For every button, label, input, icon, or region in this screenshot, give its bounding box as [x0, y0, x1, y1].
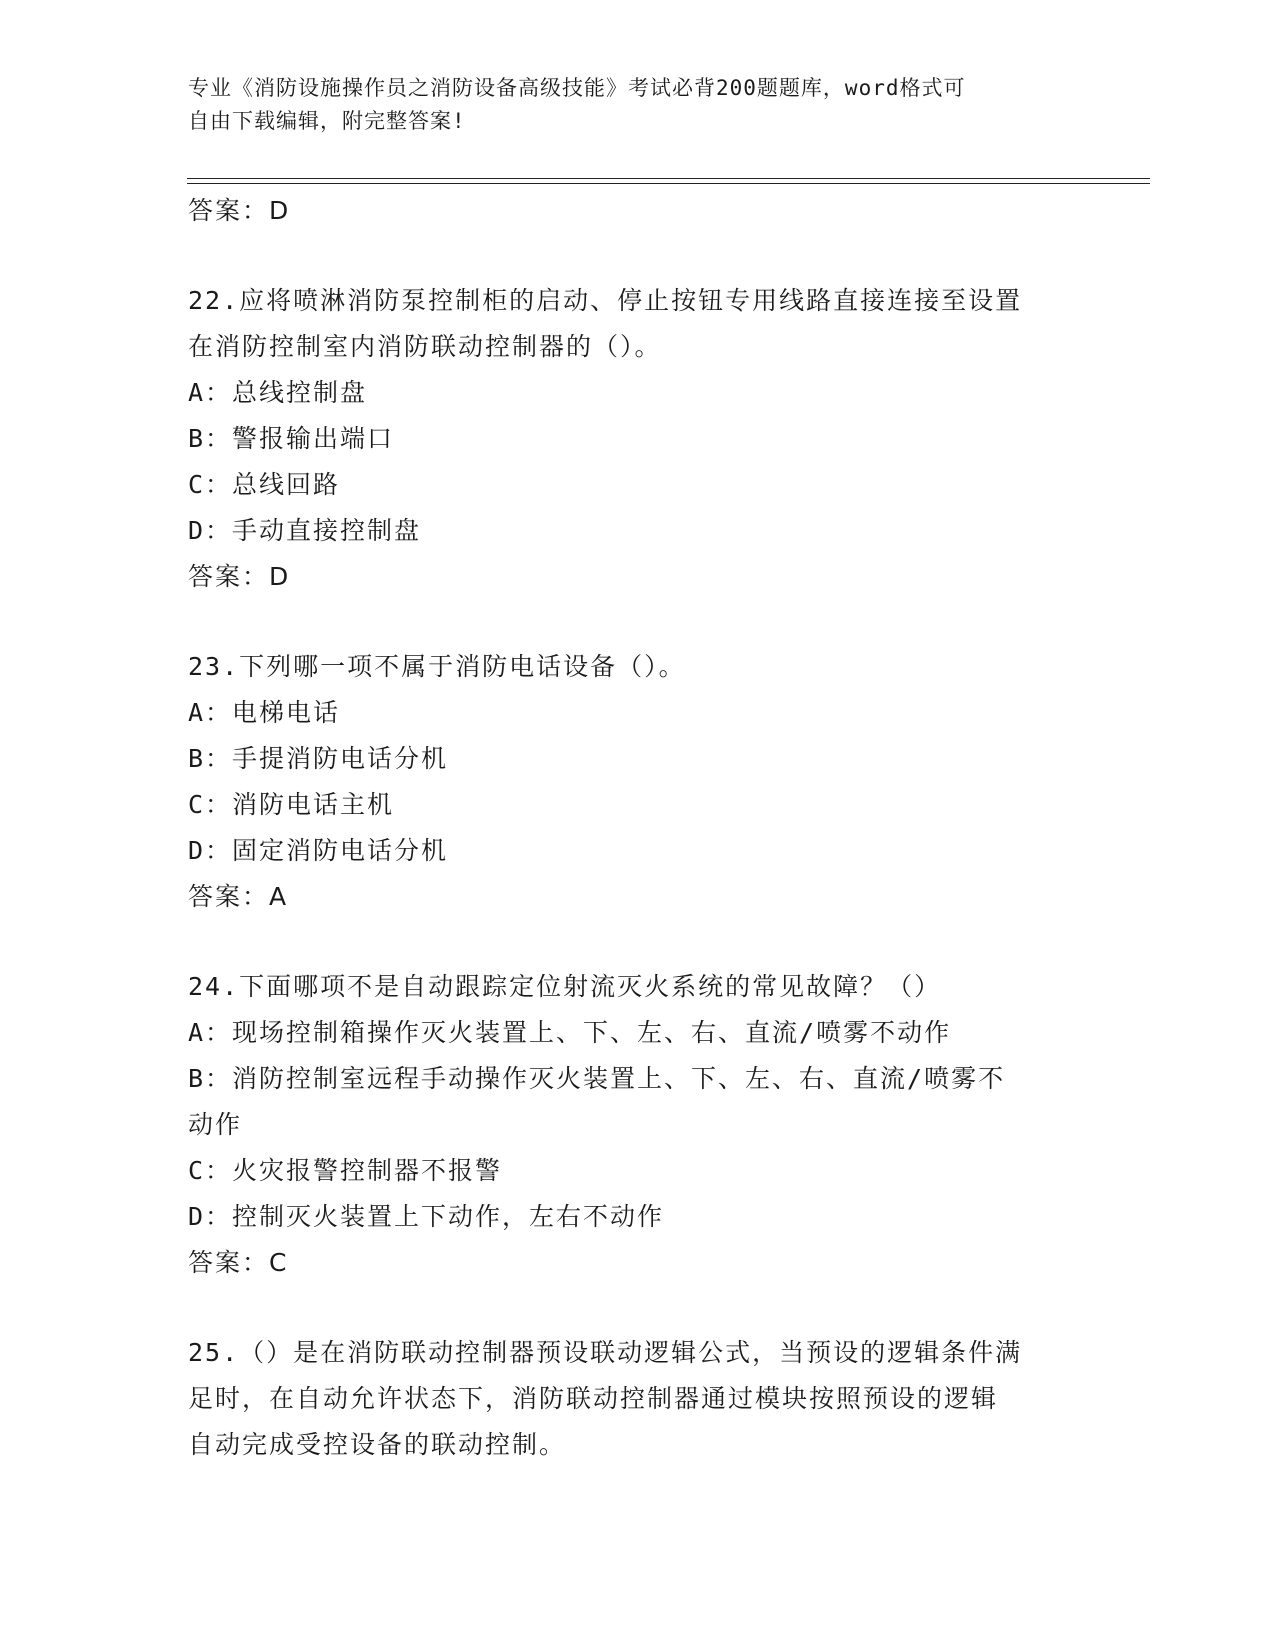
question-22-option-a: A：总线控制盘 [188, 378, 368, 407]
question-22-stem-line-1: 22.应将喷淋消防泵控制柜的启动、停止按钮专用线路直接连接至设置 [188, 286, 1023, 315]
question-list [188, 188, 1088, 1468]
question-25-stem-line-3: 自动完成受控设备的联动控制。 [188, 1430, 567, 1459]
question-24-stem: 24.下面哪项不是自动跟踪定位射流灭火系统的常见故障？（） [188, 972, 942, 1001]
header-line-1: 专业《消防设施操作员之消防设备高级技能》考试必背200题题库，word格式可 [188, 76, 966, 100]
question-24-option-b-line-2: 动作 [188, 1110, 243, 1139]
question-24-option-d: D：控制灭火装置上下动作，左右不动作 [188, 1202, 665, 1231]
question-23-option-b: B：手提消防电话分机 [188, 744, 449, 773]
question-22 [188, 278, 1088, 600]
spacer [188, 234, 1088, 278]
question-22-stem-line-2: 在消防控制室内消防联动控制器的（）。 [188, 332, 662, 361]
question-23-option-c: C：消防电话主机 [188, 790, 395, 819]
spacer [188, 600, 1088, 644]
question-25-stem-line-2: 足时，在自动允许状态下，消防联动控制器通过模块按照预设的逻辑 [188, 1384, 999, 1413]
question-24-option-a: A：现场控制箱操作灭火装置上、下、左、右、直流/喷雾不动作 [188, 1018, 952, 1047]
question-24-answer: 答案：C [188, 1248, 289, 1277]
header-divider [187, 178, 1150, 184]
page-header [188, 72, 1068, 138]
question-24-option-b-line-1: B：消防控制室远程手动操作灭火装置上、下、左、右、直流/喷雾不 [188, 1064, 1006, 1093]
question-22-option-c: C：总线回路 [188, 470, 341, 499]
question-25-stem-line-1: 25.（）是在消防联动控制器预设联动逻辑公式，当预设的逻辑条件满 [188, 1338, 1023, 1367]
question-22-option-b: B：警报输出端口 [188, 424, 395, 453]
spacer [188, 920, 1088, 964]
question-24 [188, 964, 1088, 1286]
question-22-option-d: D：手动直接控制盘 [188, 516, 422, 545]
question-24-option-c: C：火灾报警控制器不报警 [188, 1156, 503, 1185]
question-23 [188, 644, 1088, 920]
spacer [188, 1286, 1088, 1330]
question-23-answer: 答案：A [188, 882, 289, 911]
header-line-2: 自由下载编辑，附完整答案! [188, 109, 466, 133]
question-22-answer: 答案：D [188, 562, 291, 591]
question-23-stem: 23.下列哪一项不属于消防电话设备（）。 [188, 652, 686, 681]
previous-answer: 答案：D [188, 196, 291, 225]
question-23-option-a: A：电梯电话 [188, 698, 341, 727]
question-25 [188, 1330, 1088, 1468]
question-23-option-d: D：固定消防电话分机 [188, 836, 449, 865]
